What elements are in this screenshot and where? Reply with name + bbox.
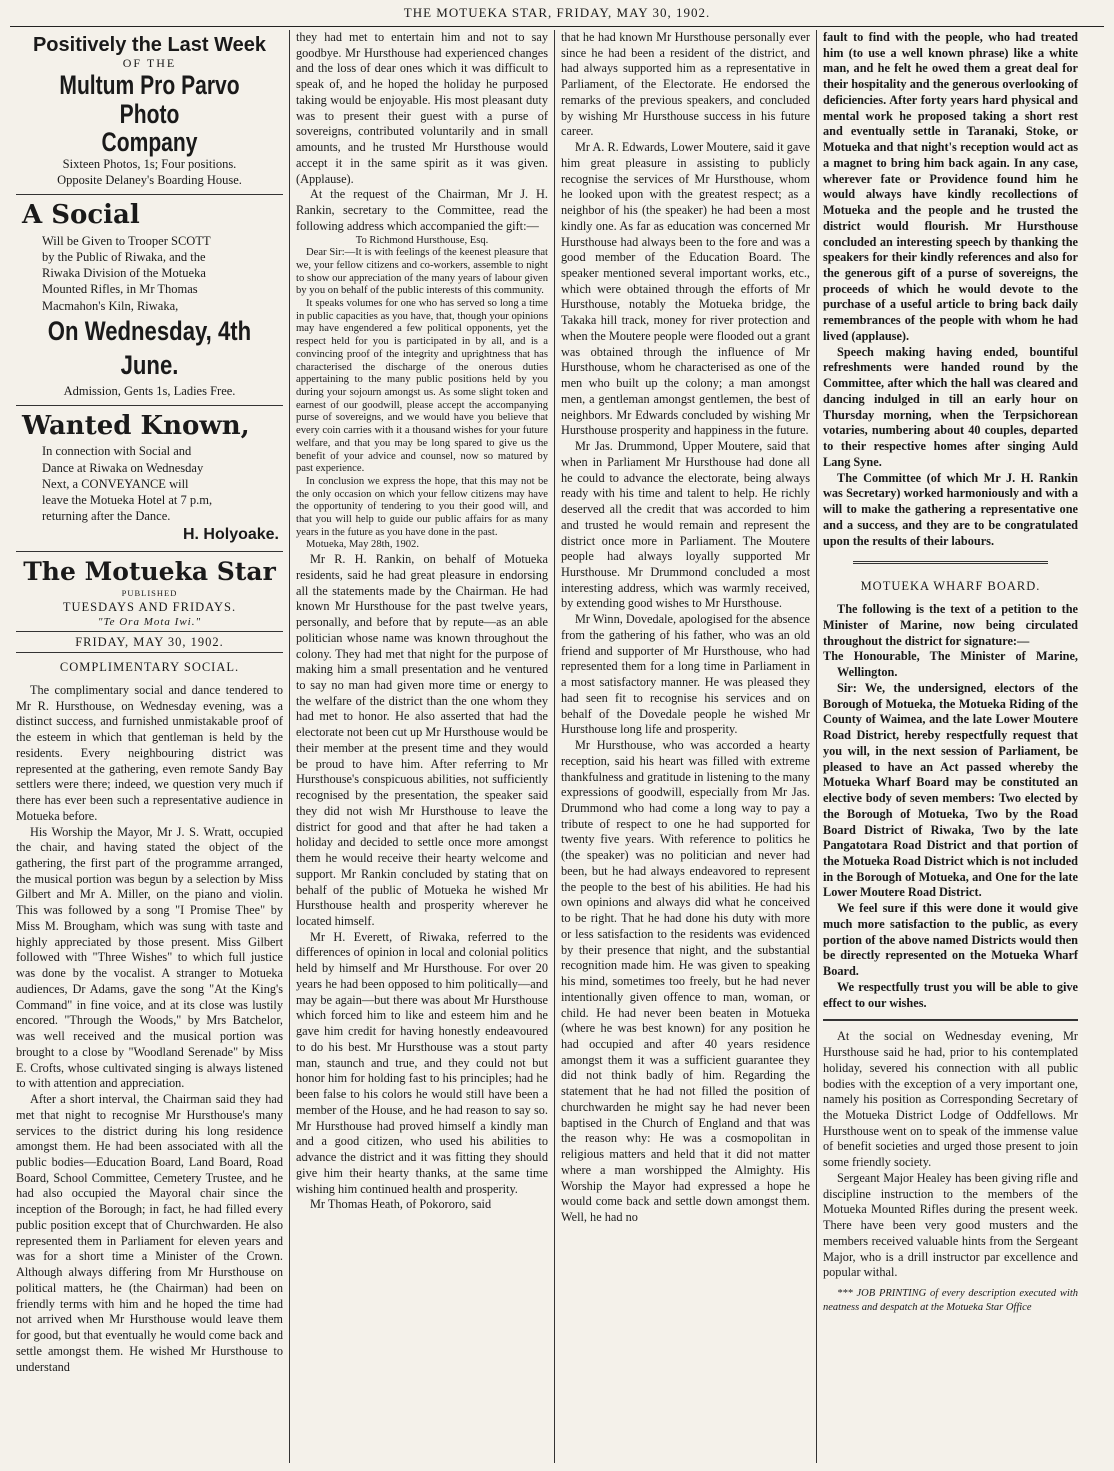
letter-recipient: To Richmond Hursthouse, Esq. (355, 234, 489, 246)
photo-ad-location: Opposite Delaney's Boarding House. (57, 173, 242, 188)
column-1 (10, 30, 289, 1463)
column-3 (554, 30, 816, 1463)
paragraph: At the request of the Chairman, Mr J. H. Rankin, secretary to the Committee, read the following address which accompanied the gift:— (296, 187, 548, 233)
paragraph: Mr R. H. Rankin, on behalf of Motueka residents, said he had great pleasure in endorsing all the statements made by the Chairman. He had known Mr Hursthouse for the past twelve years, personally, and before that by repute—as an able politician whose name was known throughout the colony. They had met that night for the purpose of making him a small presentation and he ventured to say no man had given more time or energy to the welfare of the district than the one whom they had met to honor. He also asserted that had the electorate not been cut up Mr Hursthouse would be their member at the present time and they would be proud to have him. After referring to Mr Hursthouse's conspicuous abilities, not sufficiently recognised by the presentation, the speaker said they did not wish Mr Hursthouse to leave the district for good and that after he had taken a holiday and decided to settle once more amongst them he would receive their hearty welcome and support. Mr Rankin concluded by stating that on behalf of the public of Motueka he wished Mr Hursthouse health and prosperity wherever he located himself. (296, 552, 549, 929)
wanted-ad-line: Dance at Riwaka on Wednesday (42, 460, 204, 475)
letter-date: Motueka, May 28th, 1902. (306, 539, 419, 551)
wanted-ad-title: Wanted Known, (22, 411, 250, 441)
column-2 (289, 30, 554, 1463)
letter-paragraph: In conclusion we express the hope, that this may not be the only occasion on which your fellow citizens may have the opportunity of tendering to you their good will, and that you will help to guide our public affairs for as many years in the future as you have done in the past. (296, 475, 548, 538)
columns (10, 30, 1104, 1463)
paragraph: After a short interval, the Chairman said they had met that night to recognise Mr Hursthouse's many services to the district during his long residence amongst them. He had been associated with all the public bodies—Education Board, Land Board, Road Board, School Committee, Cemetery Trustee, and he had also occupied the Mayoral chair since the inception of the Borough; in fact, he had filled every public position except that of Churchwarden. He also represented them in Parliament for eleven years and was for a short time a Minister of the Crown. Although always differing from Mr Hursthouse on political matters, he (the Chairman) had been on friendly terms with him and he hoped the time had not arrived when Mr Hursthouse would leave them for good, but that eventually he would come back and settle amongst them. He wished Mr Hursthouse to understand (16, 1092, 283, 1374)
paragraph: Mr H. Everett, of Riwaka, referred to the differences of opinion in local and colonial politics held by himself and Mr Hursthouse. For over 20 years he had been opposed to him politically—and may be again—but there was about Mr Hursthouse which forced him to like and esteem him and he gave him credit for having honestly endeavoured to do his best. Mr Hursthouse was a stout party man, staunch and true, and they could not but honor him for holding fast to his principles; had he been false to his colors he would still have been a member of the House, and he had reason to say so. Mr Hursthouse had proved himself a kindly man and a good citizen, who used his abilities to advance the district and it was fitting they should give him their hearty thanks, at the same time wishing him continued health and prosperity. (296, 929, 548, 1196)
social-ad-title: A Social (22, 200, 140, 231)
paper-nameplate (16, 552, 283, 631)
photo-ad-of-the: OF THE (122, 56, 177, 70)
letter-paragraph: Dear Sir:—It is with feelings of the keenest pleasure that we, your fellow citizens and co-workers, assemble to night to show our appreciation of the many years of labour given by you on behalf of the public interests of this community. (296, 247, 548, 297)
masthead: THE MOTUEKA STAR, FRIDAY, MAY 30, 1902. (10, 0, 1104, 27)
paragraph: The Committee (of which Mr J. H. Rankin was Secretary) worked harmoniously and with a will to make the gathering a representative one and a success, and they are to be congratulated upon the results of their labours. (823, 470, 1078, 548)
address-letter (296, 235, 548, 553)
social-ad-line: Macmahon's Kiln, Riwaka, (42, 298, 179, 313)
section-divider (853, 561, 1048, 564)
paragraph: they had met to entertain him and not to say goodbye. Mr Hursthouse had experienced changes and the loss of dear ones which it was difficult to speak of, and he hoped the holiday he purposed taking would be enjoyable. His most pleasant duty was to present their guest with a purse of sovereigns, contributed voluntarily and in small amounts, and he trusted Mr Hursthouse would accept it in the same spirit as it was given. (Applause). (296, 30, 548, 186)
wanted-ad-line: In connection with Social and (42, 444, 192, 459)
petition-address: The Honourable, The Minister of Marine, Wellington. (823, 649, 1078, 680)
wanted-ad-line: Next, a CONVEYANCE will (42, 476, 189, 491)
paragraph: Mr Hursthouse, who was accorded a hearty reception, said his heart was filled with extreme thankfulness and gratitude in listening to the many expressions of goodwill, especially from Mr Jas. Drummond who had come a long way to pay a tribute of respect to one he had supported for twenty five years. With reference to politics he (the speaker) was no politician and never had been, but he had always endeavored to represent the people to the best of his abilities. He had his own opinions and always did what he conceived to be right. That he had done his duty with more or less satisfaction to the residents was evidenced by their presence that night, and the substantial recognition made him. He was given to speaking his mind, sometimes too freely, but he had never intentionally given offence to man, woman, or child. He had never been beaten in Motueka (where he was best known) for any position he had occupied and after 40 years residence amongst them it was a sufficient guarantee they did not think badly of him. Regarding the statement that he had not filled the position of churchwarden he might say he had never been baptised in the Church of England and that was the reason why: He was a cosmopolitan in religious matters and held that it did not matter where a man worshipped the Almighty. His Worship the Mayor had expressed a hope he would come back and settle down amongst them. Well, he had no (561, 738, 810, 1225)
paragraph: fault to find with the people, who had treated him (to use a well known phrase) like a white man, and he felt he owed them a great deal for their hospitality and the generous overlooking of deficiencies. After forty years hard physical and mental work he proposed taking a short rest and eventually settle in Taranaki, Stoke, or Motueka and that night's reception would act as a magnet to bring him back again. In any case, wherever fate or Providence found him he would always have kindly recollections of Motueka and the people and he trusted the district would flourish. Mr Hursthouse concluded an interesting speech by thanking the speakers for their kindly references and also for the generous gift of a purse of sovereigns, the proceeds of which he would devote to the purchase of a useful article to bring back daily remembrances of the people with whom he had lived (applause). (823, 30, 1078, 343)
social-ad-admission: Admission, Gents 1s, Ladies Free. (63, 384, 236, 398)
paragraph: Mr Jas. Drummond, Upper Moutere, said that when in Parliament Mr Hursthouse had done all he could to advance the electorate, being always ready with his time and talent to help. He richly deserved all the credit that was accorded to him and trusted he would remain and represent the district once more in Parliament. The Moutere people had always loyally supported Mr Hursthouse. Mr Drummond concluded a most interesting address, which was warmly received, by extending good wishes to Mr Hursthouse. (561, 439, 810, 611)
wanted-ad-line: leave the Motueka Hotel at 7 p.m, (42, 493, 213, 508)
paragraph: The following is the text of a petition to the Minister of Marine, now being circulated throughout the district for signature:— (823, 602, 1078, 648)
paper-publication-days: TUESDAYS AND FRIDAYS. (62, 599, 237, 614)
paper-motto: "Te Ora Mota Iwi." (97, 615, 202, 628)
paragraph: Mr Thomas Heath, of Pokororo, said (310, 1197, 492, 1212)
column-4 (816, 30, 1084, 1463)
letter-paragraph: It speaks volumes for one who has served so long a time in public capacities as you have, that, though your opinions may have engendered a few political opponents, yet the respect held for you is participated in by all, and is a convincing proof of the integrity and uprightness that has characterised the discharge of the onerous duties appertaining to the many public positions held by you during your sojourn amongst us. As some slight token and earnest of our goodwill, please accept the accompanying purse of sovereigns, and we would have you believe that every coin carries with it a thousand wishes for your future welfare, and that you may be long spared to give us the benefit of your advice and counsel, now so matured by past experience. (296, 298, 548, 475)
section-divider (823, 1019, 1078, 1021)
social-ad-line: Mounted Rifles, in Mr Thomas (42, 282, 198, 297)
wanted-ad-body (16, 443, 283, 524)
paragraph: We feel sure if this were done it would give much more satisfaction to the public, as every portion of the above named Districts would then be directly represented on the Motueka Wharf Board. (823, 901, 1078, 979)
social-ad-line: Will be Given to Trooper SCOTT (42, 233, 211, 248)
social-ad-date: On Wednesday, 4th June. (47, 315, 252, 381)
paper-title: The Motueka Star (23, 556, 276, 586)
photo-ad-company-name: Multum Pro Parvo Photo (59, 70, 240, 129)
article-heading: COMPLIMENTARY SOCIAL. (59, 659, 240, 674)
paragraph: that he had known Mr Hursthouse personally ever since he had been a resident of the district, and had always supported him as a representative in Parliament, of the Electorate. He endorsed the remarks of the previous speakers, and concluded by wishing Mr Hursthouse success in his future career. (561, 30, 810, 139)
social-ad-line: by the Public of Riwaka, and the (42, 249, 206, 264)
paragraph: Mr A. R. Edwards, Lower Moutere, said it gave him great pleasure in assisting to publicly recognise the services of Mr Hursthouse, whom he looked upon with the greatest respect; as a neighbor of his (the speaker) he had been a most kindly one. As far as education was concerned Mr Hursthouse had always been to the fore and was a good member of the Education Board. The speaker mentioned several important works, etc., which were obtained through the efforts of Mr Hursthouse, notably the Motueka bridge, the Takaka hill track, money for river protection and when the Moutere people were flooded out a grant was obtained through the influence of Mr Hursthouse, whom he characterised as one of the men who built up the colony; a man amongst men, a gentleman amongst gentlemen, the best of neighbors. Mr Edwards concluded by wishing Mr Hursthouse prosperity and happiness in the future. (561, 140, 810, 438)
paragraph: Sir: We, the undersigned, electors of the Borough of Motueka, the Motueka Riding of the County of Waimea, and the late Lower Moutere Road District, hereby respectfully request that you will, in the next session of Parliament, be pleased to have an Act passed whereby the Motueka Wharf Board may be constituted an elective body of seven members: Two elected by the Borough of Motueka, Two by the Road Board District of Riwaka, Two by the late Pangatotara Road District and that portion of the Motueka Road District which is not included in the Borough of Motueka, and One for the late Lower Moutere Road District. (823, 680, 1078, 900)
wharf-heading: MOTUEKA WHARF BOARD. (860, 579, 1041, 594)
paragraph: We respectfully trust you will be able to give effect to our wishes. (823, 979, 1078, 1010)
paragraph: His Worship the Mayor, Mr J. S. Wratt, occupied the chair, and having stated the object of the gathering, the first part of the programme arranged, the musical portion was begun by a selection by Miss Gilbert and Mr A. Miller, on the piano and violin. This was followed by a song "I Promise Thee" by Miss M. Brougham, which was sung with taste and highly appreciated by those present. Miss Gilbert followed with "Three Wishes" to which full justice was done by the vocalist. A stranger to Motueka audiences, Dr Adams, gave the song "At the King's Command" in fine voice, and at its close was lustily encored. "Through the Woods," by Mrs Batchelor, was well received and the musical portion was brought to a close by "Woodland Serenade" by Miss E. Crofts, whose cultivated singing is always listened to with attention and appreciation. (16, 824, 283, 1091)
photo-ad-offer: Sixteen Photos, 1s; Four positions. (62, 157, 237, 172)
social-ad-line: Riwaka Division of the Motueka (42, 266, 206, 281)
paragraph: Mr Winn, Dovedale, apologised for the absence from the gathering of his father, who was an old friend and supporter of Mr Hursthouse, who had represented them for a long time in Parliament in a most satisfactory manner. He was pleased they had seen fit to recognise his services and on behalf of the Dovedale people he wished Mr Hursthouse long life and prosperity. (561, 612, 810, 737)
wanted-ad-line: returning after the Dance. (42, 509, 171, 524)
wanted-ad (16, 406, 283, 552)
photo-ad (16, 30, 283, 195)
paragraph: Sergeant Major Healey has been giving rifle and discipline instruction to the members of the Motueka Mounted Rifles during the present week. There have been very good musters and the members received valuable hints from the Sergeant Major, who is a drill instructor par excellence and popular withal. (823, 1170, 1078, 1280)
paper-dateline: FRIDAY, MAY 30, 1902. (16, 631, 283, 653)
photo-ad-company: Company (101, 127, 198, 158)
paper-published-label: PUBLISHED (121, 587, 178, 598)
social-ad-body (16, 233, 283, 314)
paragraph: The complimentary social and dance tendered to Mr R. Hursthouse, on Wednesday evening, was a distinct success, and furnished unmistakable proof of the esteem in which that gentleman is held by the residents. Every neighbouring district was represented at the gathering, even remote Sandy Bay settlers were there; indeed, we question very much if there has ever been such a representative audience in Motueka before. (16, 682, 283, 823)
job-printing-notice: *** JOB PRINTING of every description executed with neatness and despatch at the Motueka Star Office (823, 1288, 1078, 1313)
photo-ad-headline: Positively the Last Week (32, 34, 267, 56)
paragraph: At the social on Wednesday evening, Mr Hursthouse said he had, prior to his contemplated holiday, severed his connection with all public bodies with the exception of a very important one, namely his position as Corresponding Secretary of the Motueka District Lodge of Oddfellows. Mr Hursthouse went on to speak of the immense value of benefit societies and urged those present to join some friendly society. (823, 1029, 1078, 1170)
social-ad (16, 195, 283, 406)
paragraph: Speech making having ended, bountiful refreshments were handed round by the Committee, after which the hall was cleared and dancing indulged in till an early hour on Thursday morning, when the Terpsichorean votaries, numbering about 40 couples, departed to their respective homes after singing Auld Lang Syne. (823, 344, 1078, 469)
wanted-ad-signature: H. Holyoake. (182, 525, 279, 543)
